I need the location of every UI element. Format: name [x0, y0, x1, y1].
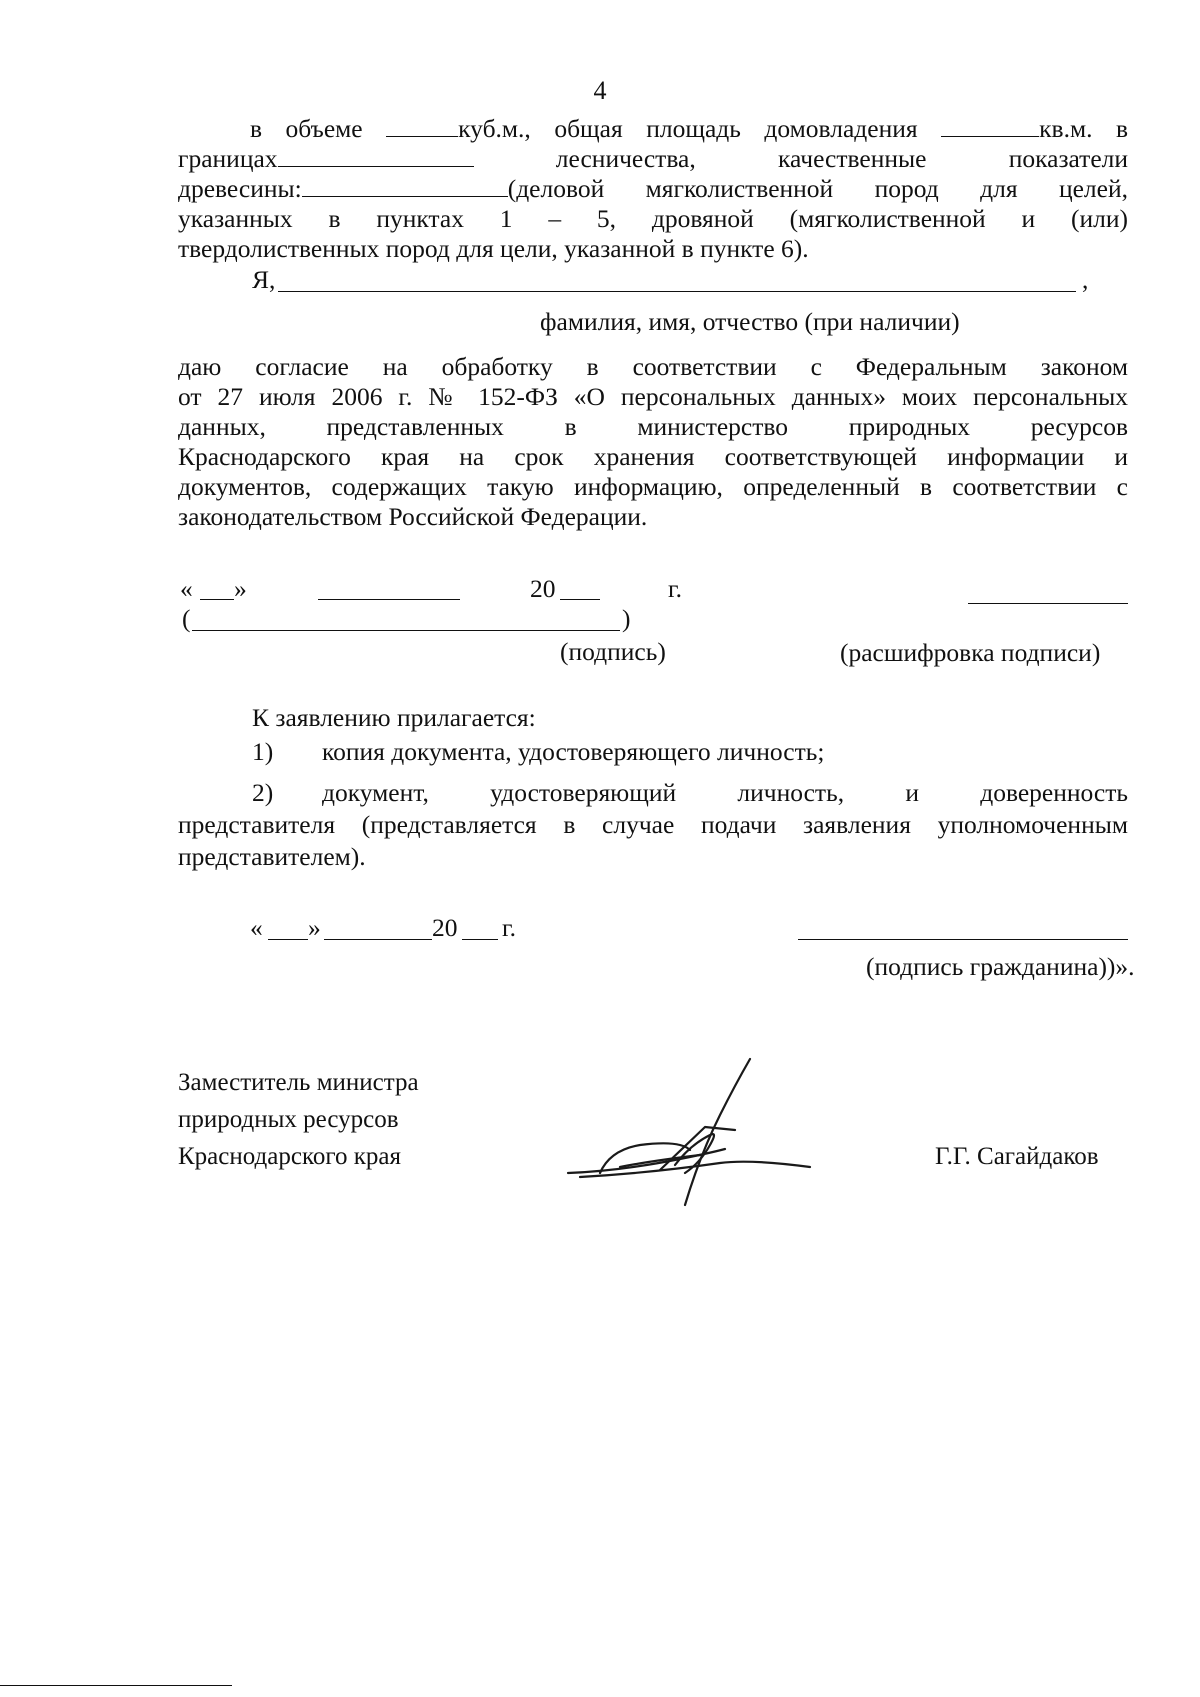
volume-blank — [386, 114, 458, 137]
signatory-name: Г.Г. Сагайдаков — [935, 1143, 1099, 1170]
consent-line-6: законодательством Российской Федерации. — [178, 502, 648, 531]
fio-caption: фамилия, имя, отчество (при наличии) — [540, 307, 960, 336]
citizen-signature-blank — [798, 939, 1128, 940]
decoding-blank — [192, 630, 620, 631]
attachment-2-line-2: представителя (представляется в случае подачи заявления уполномоченным — [178, 810, 1128, 839]
citizen-signature-caption: (подпись гражданина))». — [866, 952, 1135, 981]
decoding-caption: (расшифровка подписи) — [840, 638, 1101, 667]
attachments-heading: К заявлению прилагается: — [252, 703, 536, 732]
volume-line-2: границах лесничества, качественные показатели — [178, 144, 1129, 173]
attachment-2-line-1: документ, удостоверяющий личность, и доверенность — [322, 778, 1128, 807]
day-quote-open-2: « — [250, 913, 263, 942]
forestry-blank — [278, 144, 474, 167]
consent-line-1: даю согласие на обработку в соответствии с Федеральным законом — [178, 352, 1128, 381]
handwritten-signature — [560, 1055, 840, 1215]
year-prefix-2: 20 — [432, 913, 458, 942]
year-blank-2 — [462, 939, 498, 940]
day-quote-close: » — [234, 574, 247, 603]
month-blank-2 — [324, 939, 432, 940]
quality-blank — [302, 174, 508, 197]
year-blank — [560, 599, 600, 600]
attachment-1-number: 1) — [252, 737, 274, 766]
consent-line-4: Краснодарского края на срок хранения соответствующей информации и — [178, 442, 1128, 471]
day-blank — [200, 599, 234, 600]
volume-line-4: указанных в пунктах 1 – 5, дровяной (мягколиственной и (или) — [178, 204, 1128, 233]
area-blank — [941, 114, 1039, 137]
paren-close: ) — [622, 604, 631, 633]
signatory-position-line-3: Краснодарского края — [178, 1143, 401, 1170]
fio-prefix: Я, — [252, 265, 276, 294]
volume-line-1: в объеме куб.м., общая площадь домовладения кв.м. в — [250, 114, 1129, 143]
attachment-1-text: копия документа, удостоверяющего личность; — [322, 737, 825, 766]
paren-open: ( — [182, 604, 191, 633]
signatory-position-line-1: Заместитель министра — [178, 1069, 419, 1096]
consent-line-3: данных, представленных в министерство природных ресурсов — [178, 412, 1128, 441]
footnote-separator — [0, 1685, 232, 1686]
day-quote-open: « — [180, 574, 193, 603]
consent-line-2: от 27 июля 2006 г. № 152-ФЗ «О персональных данных» моих персональных — [178, 382, 1128, 411]
fio-suffix: , — [1082, 265, 1089, 294]
attachment-2-line-3: представителем). — [178, 842, 366, 871]
volume-line-3: древесины: (деловой мягколиственной пород для целей, — [178, 174, 1128, 203]
month-blank — [318, 599, 460, 600]
year-suffix-2: г. — [502, 913, 516, 942]
consent-line-5: документов, содержащих такую информацию, определенный в соответствии с — [178, 472, 1128, 501]
signatory-position-line-2: природных ресурсов — [178, 1106, 399, 1133]
signature-blank — [968, 603, 1128, 604]
day-quote-close-2: » — [308, 913, 321, 942]
page-number: 4 — [593, 76, 607, 105]
fio-underline — [278, 291, 1076, 292]
year-prefix: 20 — [530, 574, 556, 603]
signature-caption: (подпись) — [560, 637, 666, 666]
day-blank-2 — [268, 939, 308, 940]
attachment-2-number: 2) — [252, 778, 274, 807]
year-suffix: г. — [668, 574, 682, 603]
volume-line-5: твердолиственных пород для цели, указанной в пункте 6). — [178, 234, 809, 263]
